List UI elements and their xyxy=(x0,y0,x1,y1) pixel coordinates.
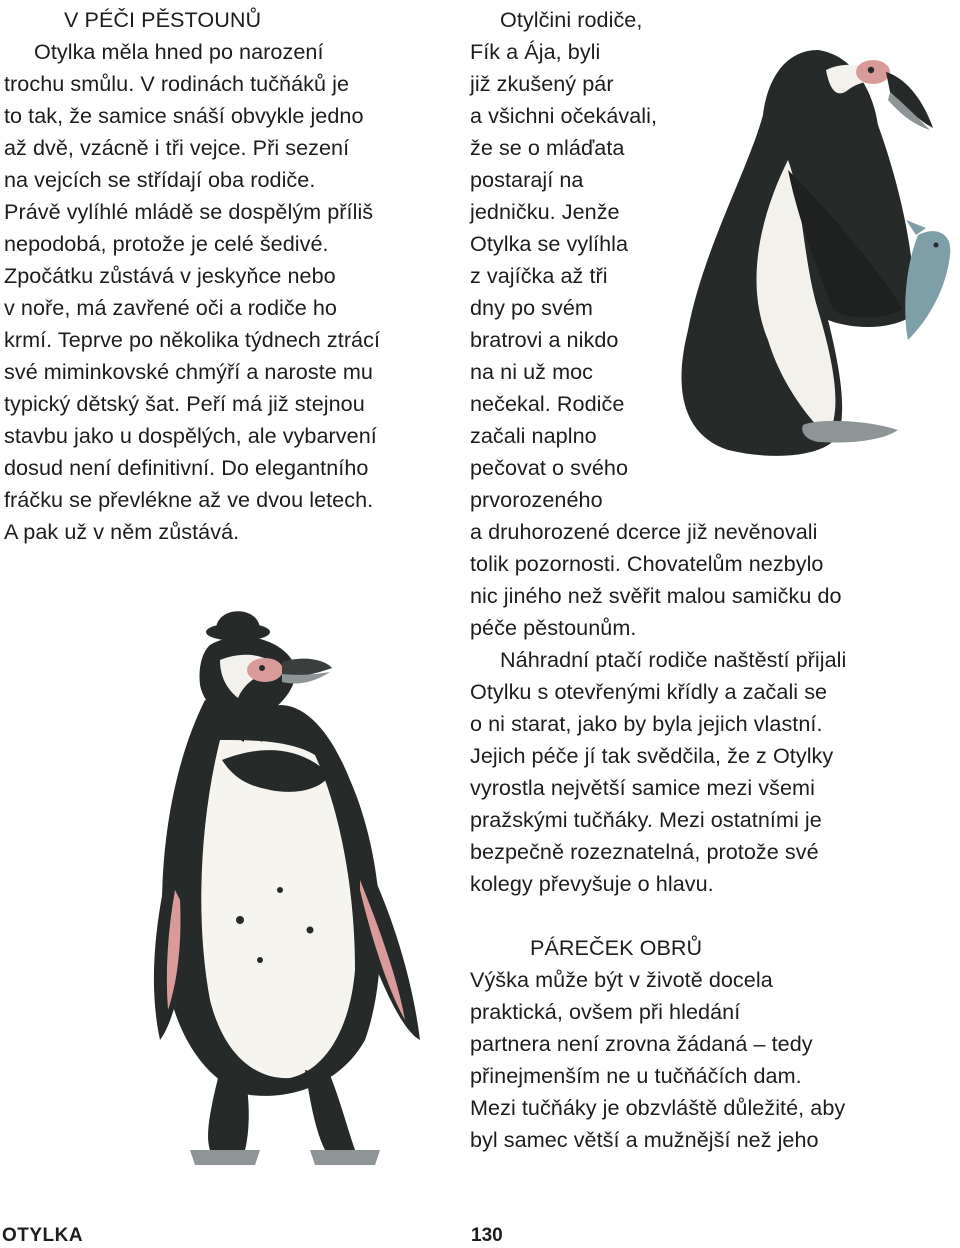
section-heading-giant-couple: PÁREČEK OBRŮ xyxy=(530,935,703,960)
paragraph-line: Jejich péče jí tak svědčila, že z Otylky xyxy=(470,743,834,768)
paragraph-line: pečovat o svého xyxy=(470,455,629,480)
paragraph-line: o ni starat, jako by byla jejich vlastní. xyxy=(470,711,823,736)
paragraph-line: bratrovi a nikdo xyxy=(470,327,619,352)
paragraph-line: a všichni očekávali, xyxy=(470,103,658,128)
paragraph-line: praktická, ovšem při hledání xyxy=(470,999,741,1024)
paragraph-line: Právě vylíhlé mládě se dospělým příliš xyxy=(4,199,374,224)
paragraph-line: přinejmenším ne u tučňáčích dam. xyxy=(470,1063,802,1088)
paragraph-line: fráčku se převlékne až ve dvou letech. xyxy=(4,487,374,512)
right-text-column-section2 xyxy=(470,932,956,1156)
paragraph-line: své miminkovské chmýří a naroste mu xyxy=(4,359,373,384)
paragraph-line: krmí. Teprve po několika týdnech ztrácí xyxy=(4,327,381,352)
paragraph-line: Výška může být v životě docela xyxy=(470,967,773,992)
left-text-column xyxy=(4,4,444,548)
paragraph-line: kolegy převyšuje o hlavu. xyxy=(470,871,714,896)
paragraph-line: nic jiného než svěřit malou samičku do xyxy=(470,583,842,608)
paragraph-line: Otylku s otevřenými křídly a začali se xyxy=(470,679,828,704)
paragraph-line: začali naplno xyxy=(470,423,597,448)
paragraph-line: v noře, má zavřené oči a rodiče ho xyxy=(4,295,337,320)
paragraph-line: stavbu jako u dospělých, ale vybarvení xyxy=(4,423,377,448)
paragraph-line: tolik pozornosti. Chovatelům nezbylo xyxy=(470,551,824,576)
paragraph-line: na vejcích se střídají oba rodiče. xyxy=(4,167,316,192)
paragraph-line: Otylka se vylíhla xyxy=(470,231,629,256)
paragraph-line: a druhorozené dcerce již nevěnovali xyxy=(470,519,818,544)
paragraph-line: bezpečně rozeznatelná, protože své xyxy=(470,839,819,864)
paragraph-line: dny po svém xyxy=(470,295,593,320)
book-title: OTYLKA xyxy=(2,1225,84,1246)
paragraph-line: Mezi tučňáky je obzvláště důležité, aby xyxy=(470,1095,846,1120)
paragraph-line: trochu smůlu. V rodinách tučňáků je xyxy=(4,71,350,96)
penguin-with-hat-illustration xyxy=(150,590,450,1190)
paragraph-line: dosud není definitivní. Do elegantního xyxy=(4,455,369,480)
paragraph-line: nepodobá, protože je celé šedivé. xyxy=(4,231,329,256)
paragraph-line: pražskými tučňáky. Mezi ostatními je xyxy=(470,807,822,832)
paragraph-line: na ni už moc xyxy=(470,359,594,384)
paragraph-line: Fík a Ája, byli xyxy=(470,39,601,64)
paragraph-line: až dvě, vzácně i tři vejce. Při sezení xyxy=(4,135,350,160)
paragraph-line: péče pěstounům. xyxy=(470,615,637,640)
paragraph-line: postarají na xyxy=(470,167,584,192)
paragraph-line: již zkušený pár xyxy=(470,71,614,96)
paragraph-line: typický dětský šat. Peří má již stejnou xyxy=(4,391,365,416)
paragraph-line: Otylčini rodiče, xyxy=(500,7,643,32)
paragraph-line: Náhradní ptačí rodiče naštěstí přijali xyxy=(500,647,847,672)
paragraph-line: Otylka měla hned po narození xyxy=(34,39,324,64)
paragraph-line: z vajíčka až tři xyxy=(470,263,608,288)
section-heading-foster-care: V PÉČI PĚSTOUNŮ xyxy=(64,7,262,32)
paragraph-line: byl samec větší a mužnější než jeho xyxy=(470,1127,819,1152)
paragraph-line: to tak, že samice snáší obvykle jedno xyxy=(4,103,364,128)
paragraph-line: nečekal. Rodiče xyxy=(470,391,625,416)
paragraph-line: vyrostla největší samice mezi všemi xyxy=(470,775,815,800)
paragraph-line: Zpočátku zůstává v jeskyňce nebo xyxy=(4,263,336,288)
paragraph-line: že se o mláďata xyxy=(470,135,625,160)
paragraph-line: jedničku. Jenže xyxy=(470,199,620,224)
page-number: 130 xyxy=(471,1225,503,1246)
paragraph-line: prvorozeného xyxy=(470,487,603,512)
paragraph-line: A pak už v něm zůstává. xyxy=(4,519,240,544)
penguin-with-fish-illustration xyxy=(668,30,960,460)
paragraph-line: partnera není zrovna žádaná – tedy xyxy=(470,1031,813,1056)
